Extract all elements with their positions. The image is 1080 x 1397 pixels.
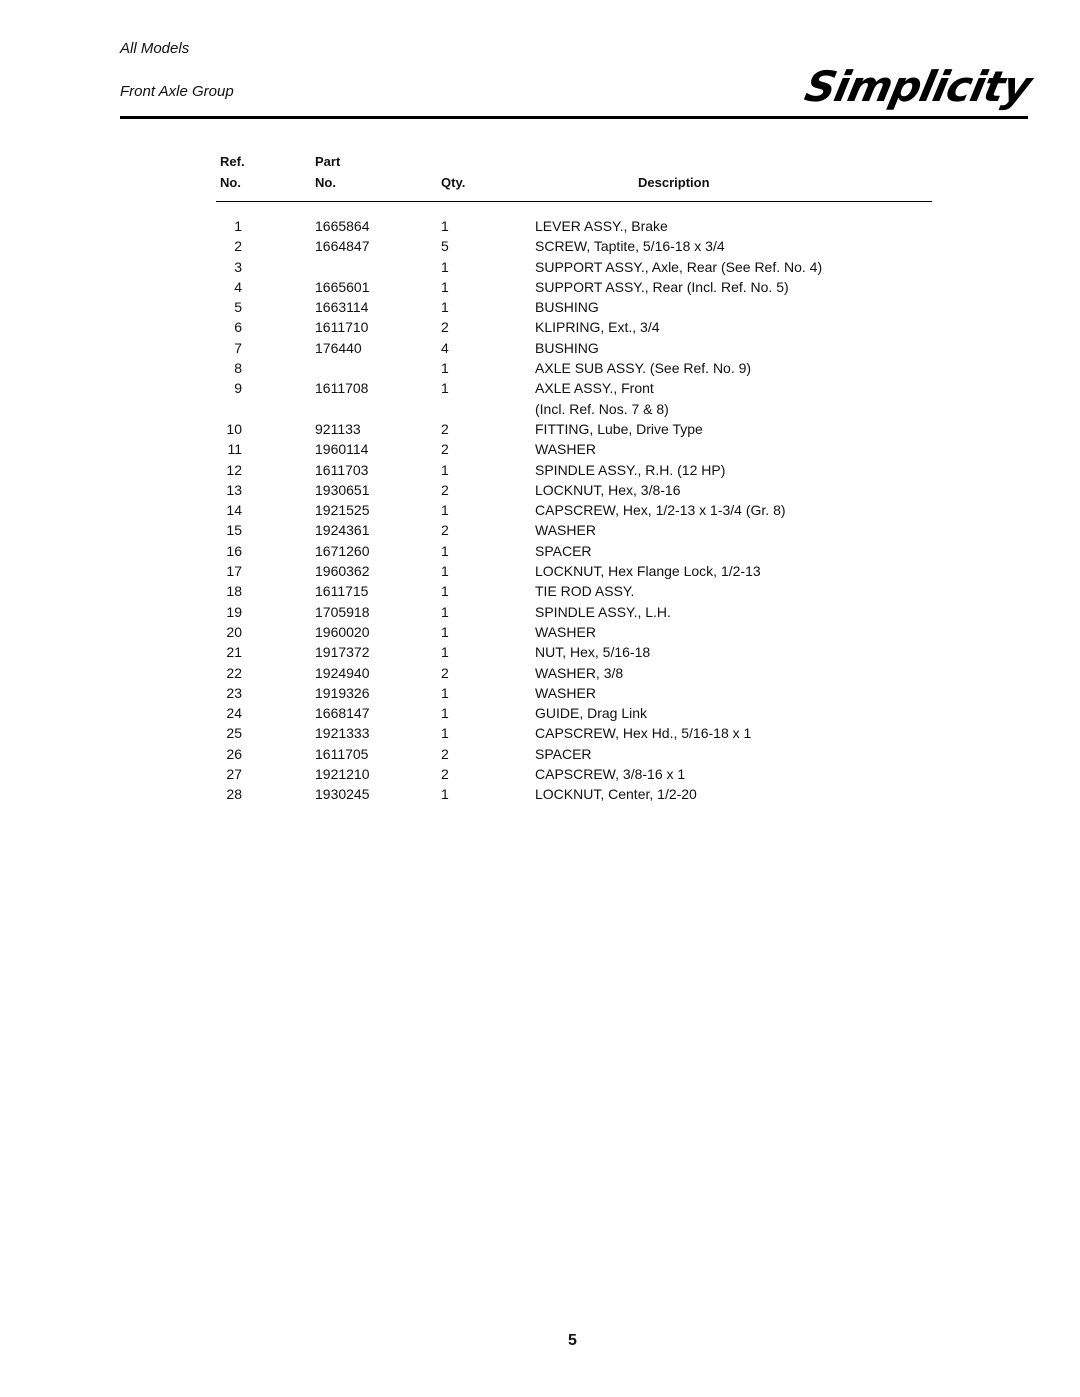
ref-number: 21 — [226, 644, 242, 661]
ref-number: 6 — [234, 319, 242, 336]
description: SPINDLE ASSY., R.H. (12 HP) — [535, 461, 726, 478]
table-row — [0, 543, 1080, 563]
table-row — [0, 583, 1080, 603]
quantity: 1 — [441, 563, 449, 580]
col-part-header-2: No. — [315, 175, 336, 190]
table-row — [0, 319, 1080, 339]
description: NUT, Hex, 5/16-18 — [535, 644, 651, 661]
ref-number: 8 — [234, 360, 242, 377]
ref-number: 25 — [226, 725, 242, 742]
description: WASHER, 3/8 — [535, 664, 624, 681]
description: (Incl. Ref. Nos. 7 & 8) — [535, 400, 669, 417]
table-row — [0, 340, 1080, 360]
quantity: 1 — [441, 603, 449, 620]
description: LOCKNUT, Hex Flange Lock, 1/2-13 — [535, 563, 761, 580]
quantity: 1 — [441, 644, 449, 661]
part-number: 1917372 — [315, 644, 370, 661]
ref-number: 24 — [226, 705, 242, 722]
quantity: 2 — [441, 420, 449, 437]
description: SCREW, Taptite, 5/16-18 x 3/4 — [535, 238, 725, 255]
models-label: All Models — [120, 40, 190, 57]
ref-number: 11 — [227, 441, 242, 458]
part-number: 1921525 — [315, 502, 370, 519]
part-number: 1930245 — [315, 786, 370, 803]
description: LOCKNUT, Hex, 3/8-16 — [535, 481, 681, 498]
ref-number: 18 — [226, 583, 242, 600]
group-title: Front Axle Group — [120, 83, 234, 100]
ref-number: 16 — [226, 542, 242, 559]
ref-number: 14 — [226, 502, 242, 519]
part-number: 176440 — [315, 339, 362, 356]
part-number: 1705918 — [315, 603, 370, 620]
ref-number: 15 — [226, 522, 242, 539]
quantity: 1 — [441, 360, 449, 377]
table-row — [0, 604, 1080, 624]
table-row — [0, 563, 1080, 583]
part-number: 1921333 — [315, 725, 370, 742]
part-number: 1611715 — [315, 583, 369, 600]
ref-number: 26 — [226, 745, 242, 762]
ref-number: 19 — [226, 603, 242, 620]
table-row — [0, 665, 1080, 685]
table-row — [0, 380, 1080, 400]
table-row — [0, 685, 1080, 705]
col-ref-header-2: No. — [220, 175, 241, 190]
quantity: 1 — [441, 542, 449, 559]
quantity: 1 — [441, 218, 449, 234]
description: SUPPORT ASSY., Rear (Incl. Ref. No. 5) — [535, 278, 789, 295]
quantity: 1 — [441, 380, 449, 397]
description: WASHER — [535, 522, 596, 539]
table-row — [0, 705, 1080, 725]
quantity: 2 — [441, 522, 449, 539]
part-number: 1919326 — [315, 684, 370, 701]
description: AXLE SUB ASSY. (See Ref. No. 9) — [535, 360, 752, 377]
part-number: 1611708 — [315, 380, 369, 397]
part-number: 1665601 — [315, 278, 370, 295]
description: WASHER — [535, 623, 596, 640]
simplicity-logo: Simplicity — [800, 62, 1036, 111]
col-qty-header: Qty. — [441, 175, 466, 190]
description: AXLE ASSY., Front — [535, 380, 654, 397]
ref-number: 4 — [234, 278, 242, 295]
table-row — [0, 441, 1080, 461]
description: FITTING, Lube, Drive Type — [535, 420, 703, 437]
part-number: 1921210 — [315, 766, 370, 783]
ref-number: 27 — [226, 766, 242, 783]
ref-number: 1 — [234, 218, 242, 234]
ref-number: 12 — [226, 461, 242, 478]
header-rule — [120, 116, 1028, 119]
quantity: 2 — [441, 319, 449, 336]
part-number: 1960020 — [315, 623, 370, 640]
col-ref-header-1: Ref. — [220, 154, 245, 169]
table-row — [0, 482, 1080, 502]
quantity: 2 — [441, 441, 449, 458]
table-row — [0, 462, 1080, 482]
description: BUSHING — [535, 339, 599, 356]
description: CAPSCREW, Hex Hd., 5/16-18 x 1 — [535, 725, 752, 742]
table-row — [0, 624, 1080, 644]
quantity: 2 — [441, 664, 449, 681]
table-row — [0, 421, 1080, 441]
table-row — [0, 299, 1080, 319]
quantity: 1 — [441, 299, 449, 316]
quantity: 1 — [441, 623, 449, 640]
table-row — [0, 644, 1080, 664]
description: SUPPORT ASSY., Axle, Rear (See Ref. No. 4) — [535, 258, 823, 275]
part-number: 921133 — [315, 420, 361, 437]
col-part-header-1: Part — [315, 154, 341, 169]
ref-number: 10 — [226, 420, 242, 437]
part-number: 1960362 — [315, 563, 370, 580]
part-number: 1671260 — [315, 542, 370, 559]
part-number: 1930651 — [315, 481, 370, 498]
quantity: 5 — [441, 238, 449, 255]
quantity: 1 — [441, 502, 449, 519]
part-number: 1663114 — [315, 299, 369, 316]
description: LOCKNUT, Center, 1/2-20 — [535, 786, 697, 803]
table-header-rule — [216, 201, 932, 202]
ref-number: 5 — [234, 299, 242, 316]
quantity: 1 — [441, 725, 449, 742]
quantity: 2 — [441, 745, 449, 762]
table-row — [0, 522, 1080, 542]
description: SPACER — [535, 745, 592, 762]
table-row — [0, 725, 1080, 745]
description: CAPSCREW, 3/8-16 x 1 — [535, 766, 686, 783]
table-row — [0, 502, 1080, 522]
ref-number: 23 — [226, 684, 242, 701]
ref-number: 20 — [226, 623, 242, 640]
part-number: 1924361 — [315, 522, 370, 539]
quantity: 1 — [441, 461, 449, 478]
part-number: 1924940 — [315, 664, 370, 681]
table-row — [0, 401, 1080, 421]
table-row — [0, 360, 1080, 380]
table-row — [0, 218, 1080, 238]
quantity: 1 — [441, 258, 449, 275]
description: CAPSCREW, Hex, 1/2-13 x 1-3/4 (Gr. 8) — [535, 502, 786, 519]
quantity: 1 — [441, 786, 449, 803]
description: WASHER — [535, 684, 596, 701]
table-row — [0, 279, 1080, 299]
table-row — [0, 259, 1080, 279]
ref-number: 13 — [226, 481, 242, 498]
quantity: 4 — [441, 339, 449, 356]
description: GUIDE, Drag Link — [535, 705, 648, 722]
ref-number: 28 — [226, 786, 242, 803]
description: TIE ROD ASSY. — [535, 583, 635, 600]
part-number: 1611703 — [315, 461, 369, 478]
part-number: 1960114 — [315, 441, 369, 458]
quantity: 1 — [441, 278, 449, 295]
table-row — [0, 746, 1080, 766]
part-number: 1665864 — [315, 218, 370, 234]
ref-number: 22 — [226, 664, 242, 681]
ref-number: 2 — [234, 238, 242, 255]
page-number: 5 — [568, 1332, 577, 1349]
parts-table — [0, 218, 1080, 807]
table-row — [0, 766, 1080, 786]
ref-number: 7 — [234, 339, 242, 356]
quantity: 1 — [441, 705, 449, 722]
quantity: 1 — [441, 684, 449, 701]
quantity: 2 — [441, 766, 449, 783]
part-number: 1664847 — [315, 238, 370, 255]
part-number: 1668147 — [315, 705, 370, 722]
description: WASHER — [535, 441, 596, 458]
ref-number: 3 — [234, 258, 242, 275]
description: SPINDLE ASSY., L.H. — [535, 603, 671, 620]
part-number: 1611705 — [315, 745, 369, 762]
description: KLIPRING, Ext., 3/4 — [535, 319, 660, 336]
quantity: 2 — [441, 481, 449, 498]
description: SPACER — [535, 542, 592, 559]
quantity: 1 — [441, 583, 449, 600]
col-description-header: Description — [638, 175, 710, 190]
ref-number: 9 — [234, 380, 242, 397]
part-number: 1611710 — [315, 319, 369, 336]
description: LEVER ASSY., Brake — [535, 218, 668, 234]
description: BUSHING — [535, 299, 599, 316]
table-row — [0, 238, 1080, 258]
ref-number: 17 — [226, 563, 242, 580]
table-row — [0, 786, 1080, 806]
